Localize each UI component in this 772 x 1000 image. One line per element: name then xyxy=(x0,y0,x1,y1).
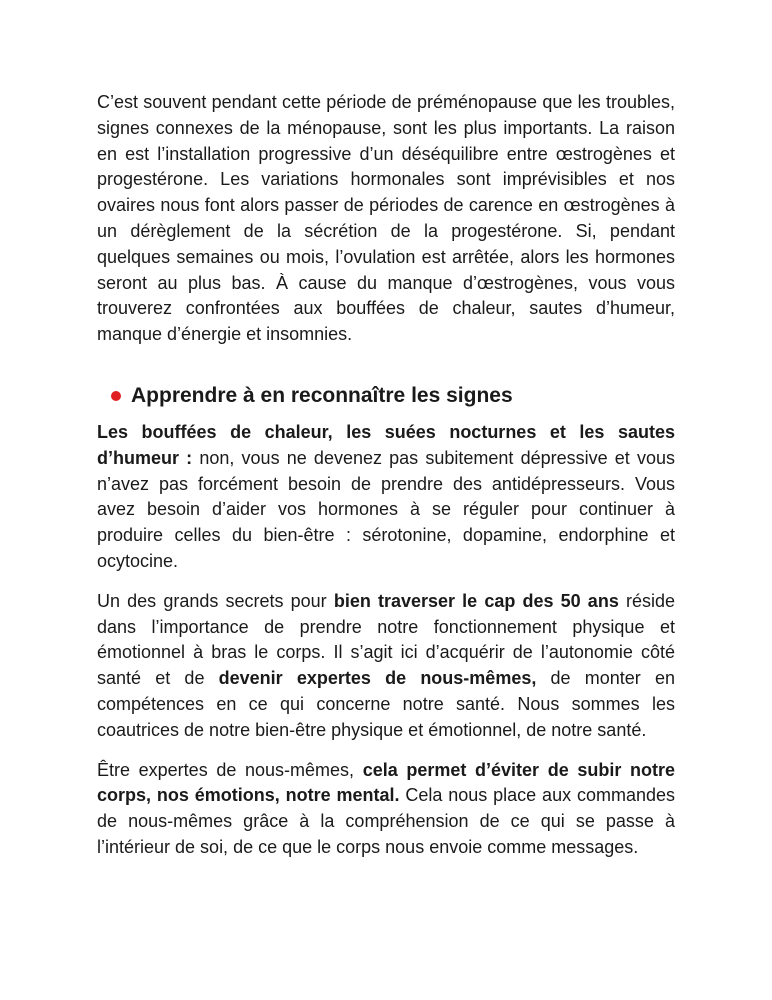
intro-paragraph: C’est souvent pendant cette période de préménopause que les troubles, signes connexes de la ménopause, sont les plus importants. La raison en est l’installation progressive d’un déséquilibre entre œstrogènes et progestérone. Les variations hormonales sont imprévisibles et nos ovaires nous font alors passer de périodes de carence en œstrogènes à un dérèglement de la sécrétion de la progestérone. Si, pendant quelques semaines ou mois, l’ovulation est arrêtée, alors les hormones seront au plus bas. À cause du manque d’œstrogènes, vous vous trouverez confrontées aux bouffées de chaleur, sautes d’humeur, manque d’énergie et insomnies. xyxy=(97,92,675,345)
secrets-bold-2: devenir expertes de nous-mêmes, xyxy=(218,668,537,689)
signs-text: non, vous ne devenez pas subitement dépressive et vous n’avez pas forcément besoin de prendre des antidépresseurs. Vous avez besoin d’aider vos hormones à se réguler pour continuer à produire celles du bien-être : sérotonine, dopamine, endorphine et ocytocine. xyxy=(97,447,675,571)
experts-text-1: Être expertes de nous-mêmes, xyxy=(97,759,363,780)
signs-bold-lead: Les bouffées de chaleur, les suées nocturnes et les sautes d’humeur : xyxy=(97,421,675,468)
section-heading xyxy=(111,382,675,410)
experts-paragraph xyxy=(97,758,675,861)
secrets-bold-1: bien traverser le cap des 50 ans xyxy=(333,590,619,611)
section-title: Apprendre à en reconnaître les signes xyxy=(131,383,513,407)
experts-bold-1: cela permet d’éviter de subir notre corps, nos émotions, notre mental. xyxy=(97,759,675,806)
signs-paragraph xyxy=(97,420,675,575)
secrets-paragraph xyxy=(97,589,675,744)
secrets-text-1: Un des grands secrets pour xyxy=(97,590,334,611)
experts-text-2: Cela nous place aux commandes de nous-mêmes grâce à la compréhension de ce qui se passe à l’intérieur de soi, de ce que le corps nous envoie comme messages. xyxy=(97,785,675,857)
secrets-text-2: réside dans l’importance de prendre notre fonctionnement physique et émotionnel à bras le corps. Il s’agit ici d’acquérir de l’autonomie côté santé et de xyxy=(97,590,675,689)
document-page xyxy=(97,90,675,861)
bullet-icon xyxy=(111,391,121,401)
secrets-text-3: de monter en compétences en ce qui concerne notre santé. Nous sommes les coautrices de notre bien-être physique et émotionnel, de notre santé. xyxy=(97,668,675,740)
